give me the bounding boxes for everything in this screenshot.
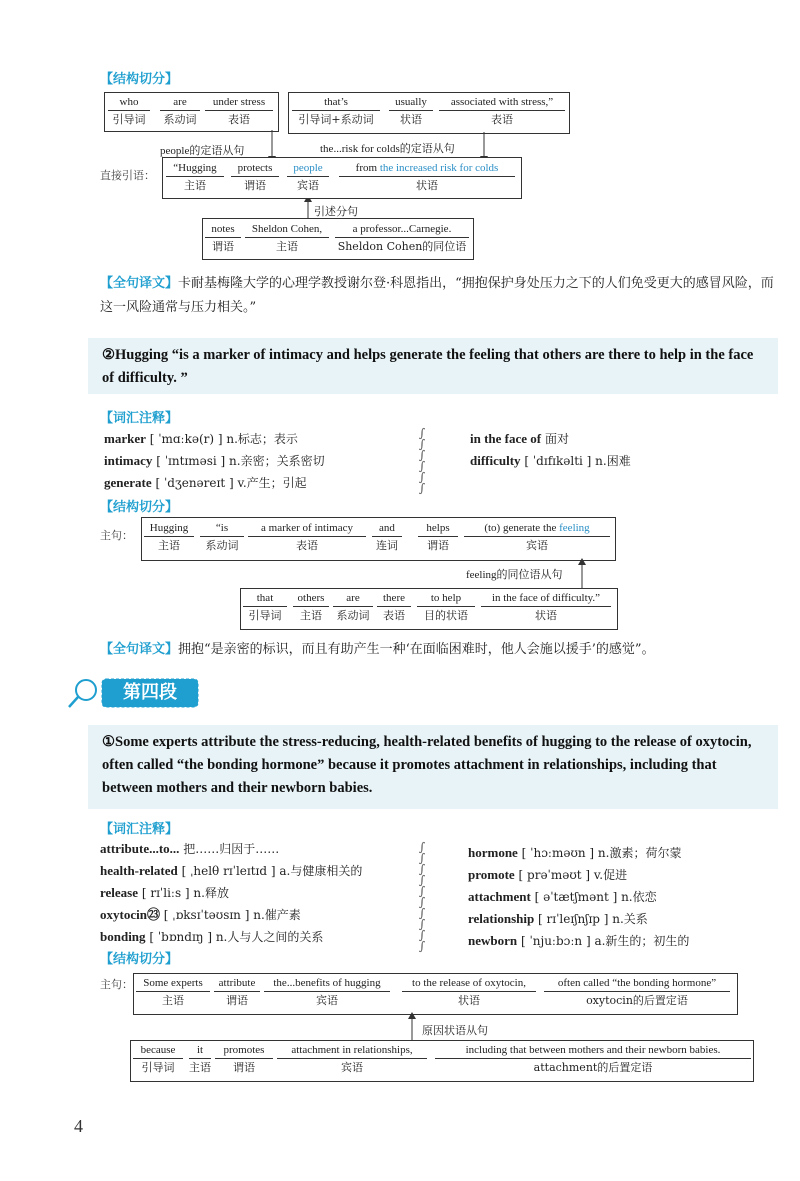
key-sentence: ①Some experts attribute the stress-reducing, health-related benefits of hugging to the release of oxytocin, often called “the bonding hormone” because it promotes attachment in relationships, including that between mothers and their newborn babies. — [88, 725, 778, 809]
note-label: feeling的同位语从句 — [464, 566, 565, 582]
clause-part: that’s 引导词+系动词 — [292, 96, 380, 126]
vocab-item: generate [ ˈdʒenəreɪt ] v.产生；引起 — [104, 475, 307, 490]
clause-part: from the increased risk for colds 状语 — [339, 162, 515, 192]
vocab-tag: 【词汇注释】 — [100, 822, 179, 837]
vocab-item: attribute...to... 把……归因于…… — [100, 841, 280, 856]
main-clause-label: 主句： — [100, 978, 133, 991]
clause-part: attribute 谓语 — [214, 977, 260, 1007]
clause-part: helps 谓语 — [418, 522, 458, 552]
wavy-divider: ∫ ∫ ∫ ∫ ∫ ∫ — [418, 426, 426, 495]
clause-part: attachment in relationships, 宾语 — [277, 1044, 427, 1074]
clause-part: are 系动词 — [160, 96, 200, 126]
vocab-list-left — [100, 838, 362, 948]
translation — [100, 272, 780, 320]
clause-part: that 引导词 — [243, 592, 287, 622]
magnifier-icon — [66, 676, 102, 712]
vocab-list-left — [104, 428, 325, 494]
translation-tag: 【全句译文】 — [100, 276, 179, 291]
clause-part: “is 系动词 — [200, 522, 244, 552]
vocab-item: bonding [ ˈbɒndɪŋ ] n.人与人之间的关系 — [100, 929, 324, 944]
vocab-list-right — [470, 428, 631, 472]
structure-tag: 【结构切分】 — [100, 72, 179, 87]
clause-box — [130, 1040, 754, 1082]
clause-box — [240, 588, 618, 630]
clause-part: including that between mothers and their newborn babies. attachment的后置定语 — [435, 1044, 751, 1074]
clause-part: are 系动词 — [333, 592, 373, 622]
clause-part: in the face of difficulty.” 状语 — [481, 592, 611, 622]
vocab-item: in the face of 面对 — [470, 431, 569, 446]
section-heading: 第四段 — [123, 682, 177, 703]
vocab-item: difficulty [ ˈdɪfɪkəlti ] n.困难 — [470, 453, 631, 468]
clause-part: protects 谓语 — [231, 162, 279, 192]
vocab-item: oxytocin㉓ [ ˌɒksɪˈtəʊsɪn ] n.催产素 — [100, 907, 301, 922]
vocab-tag: 【词汇注释】 — [100, 411, 179, 426]
clause-box — [202, 218, 474, 260]
wavy-divider: ∫ ∫ ∫ ∫ ∫ ∫ ∫ ∫ ∫ ∫ — [418, 840, 426, 953]
vocab-item: health-related [ ˌhelθ rɪˈleɪtɪd ] a.与健康相关的 — [100, 863, 363, 878]
page-number: 4 — [74, 1116, 83, 1136]
clause-part: a marker of intimacy 表语 — [248, 522, 366, 552]
translation — [100, 638, 780, 662]
clause-part: the...benefits of hugging 宾语 — [264, 977, 390, 1007]
vocab-item: newborn [ ˈnjuːbɔːn ] a.新生的；初生的 — [468, 933, 690, 948]
clause-part: promotes 谓语 — [215, 1044, 273, 1074]
clause-part: Hugging 主语 — [144, 522, 194, 552]
key-sentence: ②Hugging “is a marker of intimacy and helps generate the feeling that others are there to help in the face of difficulty. ” — [88, 338, 778, 394]
structure-tag: 【结构切分】 — [100, 500, 179, 515]
clause-part: to the release of oxytocin, 状语 — [402, 977, 536, 1007]
clause-part: and 连词 — [372, 522, 402, 552]
vocab-item: attachment [ əˈtætʃmənt ] n.依恋 — [468, 889, 657, 904]
note-label: the...risk for colds的定语从句 — [318, 140, 457, 156]
clause-part: there 表语 — [377, 592, 411, 622]
clause-part: a professor...Carnegie. Sheldon Cohen的同位语 — [335, 223, 469, 253]
clause-part: Some experts 主语 — [136, 977, 210, 1007]
note-label: people的定语从句 — [158, 142, 246, 158]
clause-part: notes 谓语 — [205, 223, 241, 253]
clause-part: (to) generate the feeling 宾语 — [464, 522, 610, 552]
clause-part: Sheldon Cohen, 主语 — [245, 223, 329, 253]
clause-part: usually 状语 — [389, 96, 433, 126]
vocab-item: promote [ prəˈməʊt ] v.促进 — [468, 867, 628, 882]
translation-tag: 【全句译文】 — [100, 642, 179, 657]
vocab-item: marker [ ˈmɑːkə(r) ] n.标志；表示 — [104, 431, 298, 446]
clause-part: it 主语 — [189, 1044, 211, 1074]
clause-part: who 引导词 — [108, 96, 150, 126]
vocab-item: intimacy [ ˈɪntɪməsi ] n.亲密；关系密切 — [104, 453, 325, 468]
note-label: 引述分句 — [312, 203, 360, 219]
main-clause-label: 主句： — [100, 529, 133, 542]
clause-part: often called “the bonding hormone” oxytocin的后置定语 — [544, 977, 730, 1007]
translation-text: 拥抱“是亲密的标识，而且有助产生一种‘在面临困难时，他人会施以援手’的感觉”。 — [178, 642, 655, 657]
clause-part: “Hugging 主语 — [166, 162, 224, 192]
vocab-item: hormone [ ˈhɔːməʊn ] n.激素；荷尔蒙 — [468, 845, 682, 860]
clause-part: people 宾语 — [287, 162, 329, 192]
clause-part: to help 目的状语 — [417, 592, 475, 622]
clause-part: under stress 表语 — [205, 96, 273, 126]
vocab-item: release [ rɪˈliːs ] n.释放 — [100, 885, 229, 900]
vocab-item: relationship [ rɪˈleɪʃnʃɪp ] n.关系 — [468, 911, 648, 926]
clause-part: associated with stress,” 表语 — [439, 96, 565, 126]
clause-part: others 主语 — [293, 592, 329, 622]
main-clause-box — [162, 157, 522, 199]
structure-tag: 【结构切分】 — [100, 952, 179, 967]
translation-text: 卡耐基梅隆大学的心理学教授谢尔登·科恩指出，“拥抱保护身处压力之下的人们免受更大的感冒风险，而这一风险通常与压力相关。” — [100, 276, 774, 315]
clause-part: because 引导词 — [133, 1044, 183, 1074]
note-label: 原因状语从句 — [420, 1022, 490, 1038]
direct-quote-label: 直接引语： — [100, 169, 155, 182]
vocab-list-right — [468, 842, 689, 952]
